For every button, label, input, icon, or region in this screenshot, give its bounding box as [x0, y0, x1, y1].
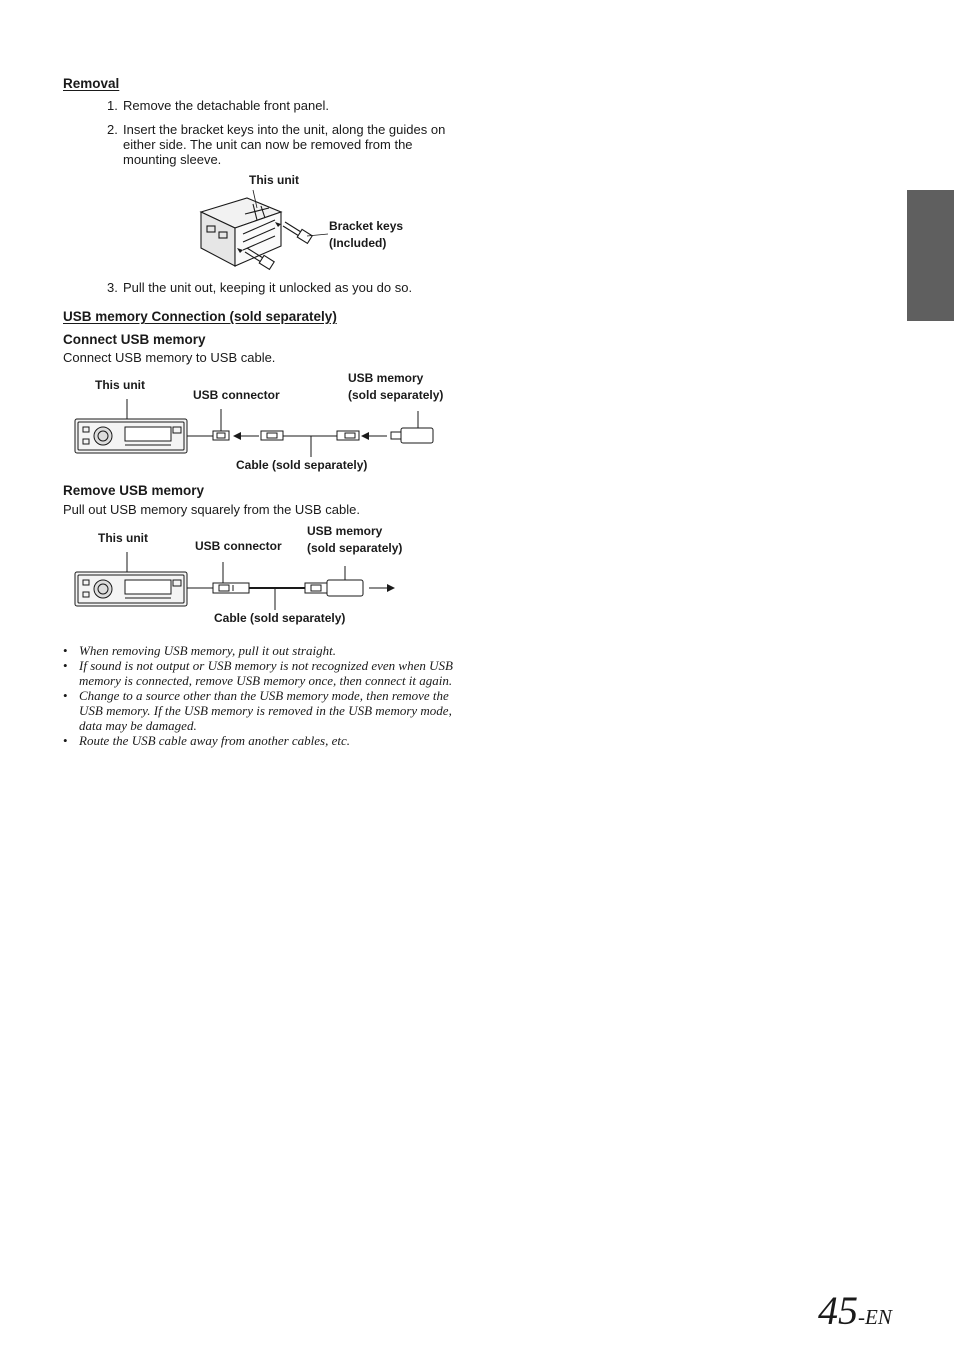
note-text: Route the USB cable away from another cables, etc. — [79, 733, 351, 748]
usb-connector-label: USB connector — [193, 388, 280, 402]
note-text: If sound is not output or USB memory is not recognized even when USB memory is connected, remove USB memory once, then connect it again. — [79, 658, 453, 688]
usb-memory-label-line1: USB memory — [348, 371, 424, 385]
page-number-digits: 45 — [818, 1288, 858, 1333]
connect-usb-text: Connect USB memory to USB cable. — [63, 350, 276, 365]
removal-steps-list — [107, 98, 459, 176]
bullet: • — [63, 688, 68, 703]
connect-usb-illustration — [73, 395, 443, 465]
note-item — [63, 643, 461, 658]
this-unit-label: This unit — [98, 531, 148, 545]
remove-usb-heading: Remove USB memory — [63, 483, 205, 498]
this-unit-label: This unit — [249, 173, 299, 187]
step-number: 1. — [107, 98, 118, 113]
bullet: • — [63, 733, 68, 748]
note-text: Change to a source other than the USB memory mode, then remove the USB memory. If the USB memory is removed in the USB memory mode, data may be damaged. — [79, 688, 452, 733]
cable-label: Cable (sold separately) — [214, 611, 346, 625]
page-number-suffix: -EN — [858, 1305, 892, 1329]
remove-usb-illustration — [73, 548, 403, 618]
removal-step — [107, 98, 459, 113]
removal-step — [107, 122, 459, 167]
remove-usb-text: Pull out USB memory squarely from the USB cable. — [63, 502, 360, 517]
step-text: Insert the bracket keys into the unit, along the guides on either side. The unit can now be removed from the mounting sleeve. — [123, 122, 446, 167]
notes-list — [63, 643, 461, 748]
unit-with-bracket-keys-illustration — [195, 190, 315, 280]
connect-usb-heading: Connect USB memory — [63, 332, 206, 347]
removal-steps-list-continued — [107, 280, 459, 304]
note-item — [63, 688, 461, 733]
step-number: 3. — [107, 280, 118, 295]
cable-label: Cable (sold separately) — [236, 458, 368, 472]
note-item — [63, 733, 461, 748]
bullet: • — [63, 658, 68, 673]
bracket-keys-label-line1: Bracket keys — [329, 219, 404, 233]
page-number — [818, 1287, 892, 1334]
usb-memory-label-line2: (sold separately) — [307, 541, 403, 555]
bullet: • — [63, 643, 68, 658]
usb-memory-label-line2: (sold separately) — [348, 388, 444, 402]
this-unit-label: This unit — [95, 378, 145, 392]
usb-memory-label-line1: USB memory — [307, 524, 383, 538]
removal-heading: Removal — [63, 76, 120, 91]
note-item — [63, 658, 461, 688]
bracket-keys-label — [329, 218, 403, 252]
removal-step — [107, 280, 459, 295]
note-text: When removing USB memory, pull it out straight. — [79, 643, 336, 658]
step-text: Pull the unit out, keeping it unlocked as you do so. — [123, 280, 413, 295]
side-index-tab — [907, 190, 954, 321]
step-number: 2. — [107, 122, 118, 137]
bracket-keys-label-line2: (Included) — [329, 236, 387, 250]
step-text: Remove the detachable front panel. — [123, 98, 329, 113]
usb-connector-label: USB connector — [195, 539, 282, 553]
usb-connection-heading: USB memory Connection (sold separately) — [63, 309, 337, 324]
